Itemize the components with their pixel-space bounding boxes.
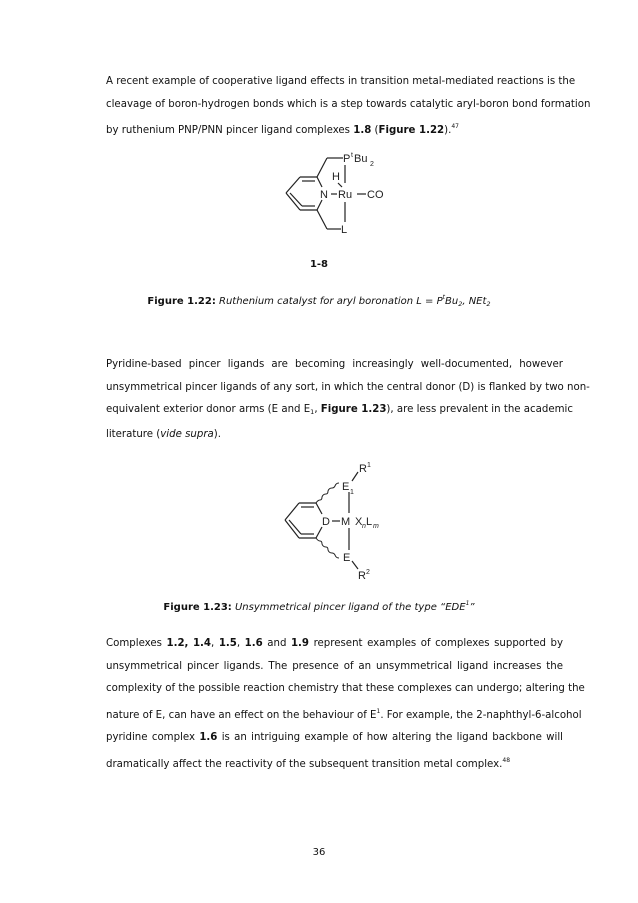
caption-sup: 1 — [465, 600, 470, 607]
e1-subscript: 1 — [350, 489, 354, 496]
ligand-x-label: X — [355, 516, 363, 528]
citation-ref: 48 — [502, 756, 511, 764]
wavy-linker-bottom — [316, 538, 339, 558]
paragraph-3-line-1 — [106, 633, 563, 656]
compound-label: 1-8 — [309, 259, 329, 270]
superscript: 1 — [376, 707, 381, 715]
paragraph-3 — [106, 633, 585, 776]
subscript: 1 — [310, 408, 315, 416]
metal-m-label: M — [341, 516, 351, 528]
figure-ref: Figure 1.22 — [378, 125, 445, 136]
text-run: , — [211, 638, 219, 649]
text-run: represent examples of complexes supported by — [309, 638, 563, 649]
text-run: equivalent exterior donor arms (E and E — [106, 404, 311, 415]
caption-sup: t — [442, 294, 445, 301]
caption-sub: 2 — [486, 300, 491, 308]
text-run: ). — [213, 428, 221, 440]
compound-ref: 1.2, — [166, 638, 189, 649]
page-number: 36 — [312, 847, 326, 858]
paragraph-2-line-3 — [106, 399, 573, 424]
figure-1-23-structure — [278, 428, 388, 588]
text-run: , — [314, 404, 321, 415]
text-run: , — [236, 638, 245, 649]
text-run: nature of E, can have an effect on the behaviour of E — [106, 709, 377, 721]
text-run: is an intriguing example of how altering the ligand backbone will — [217, 732, 564, 743]
compound-ref: 1.6 — [244, 638, 263, 649]
caption-text: Ruthenium catalyst for aryl boronation L = P — [215, 296, 443, 307]
paragraph-3-line-4 — [106, 701, 582, 728]
text-run: . For example, the 2-naphthyl-6-alcohol — [380, 709, 582, 721]
caption-label: Figure 1.23: — [163, 602, 232, 613]
pyridine-ring — [285, 503, 322, 538]
italic-text: vide supra — [160, 428, 214, 440]
text-run: pyridine complex — [106, 732, 200, 743]
caption-text: Unsymmetrical pincer ligand of the type “EDE — [231, 602, 466, 613]
nitrogen-atom-label: N — [320, 189, 328, 201]
paragraph-3-line-5 — [106, 727, 563, 750]
text-run: ), are less prevalent in the academic — [386, 404, 573, 415]
figure-ref: Figure 1.23 — [320, 404, 387, 415]
phosphorus-atom-label: P — [343, 153, 351, 165]
butyl-label: Bu — [354, 153, 368, 165]
paragraph-1-line-1: A recent example of cooperative ligand effects in transition metal-mediated reactions is the — [106, 76, 576, 87]
text-run: literature ( — [106, 428, 161, 440]
ruthenium-atom-label: Ru — [338, 189, 353, 201]
compound-ref: 1.5 — [218, 638, 237, 649]
e-label: E — [343, 552, 351, 564]
n-subscript: n — [362, 523, 366, 530]
caption-text: ” — [469, 602, 475, 613]
figure-1-23-caption — [0, 600, 638, 613]
citation-ref: 47 — [451, 123, 459, 130]
compound-ref: 1.6 — [199, 732, 218, 743]
ligand-l-label: L — [341, 224, 348, 236]
paragraph-3-line-6 — [106, 750, 563, 777]
ligand-l-label: L — [366, 516, 373, 528]
caption-label: Figure 1.22: — [147, 296, 216, 307]
text-run: ). — [444, 125, 452, 136]
caption-text: , NEt — [462, 296, 487, 307]
text-run: Complexes — [106, 638, 167, 649]
r2-label: R — [358, 570, 366, 582]
text-run: dramatically affect the reactivity of the subsequent transition metal complex. — [106, 758, 503, 770]
pyridine-ring — [286, 177, 322, 210]
compound-ref: 1.8 — [353, 125, 372, 136]
compound-label-1-8 — [0, 259, 638, 270]
caption-sub: 2 — [458, 300, 463, 308]
m-subscript: m — [373, 523, 379, 530]
caption-text: Bu — [445, 296, 459, 307]
paragraph-2-line-2: unsymmetrical pincer ligands of any sort, in which the central donor (D) is flanked by two non- — [106, 381, 590, 393]
compound-ref: 1.9 — [290, 638, 310, 649]
paragraph-1 — [106, 71, 591, 143]
e1-label: E — [342, 481, 350, 493]
compound-ref: 1.4 — [192, 638, 212, 649]
carbonyl-label: CO — [367, 189, 384, 201]
hydride-label: H — [332, 171, 340, 183]
paragraph-2-line-1: Pyridine-based pincer ligands are becoming increasingly well-documented, however — [106, 359, 563, 370]
text-run: by ruthenium PNP/PNN pincer ligand complexes — [106, 125, 354, 136]
r1-label: R — [359, 463, 367, 475]
text-run: and — [262, 638, 291, 649]
tert-label: t — [351, 152, 353, 159]
r2-superscript: 2 — [366, 569, 370, 576]
wavy-linker-top — [316, 483, 339, 503]
paragraph-1-line-2: cleavage of boron-hydrogen bonds which is a step towards catalytic aryl-boron bond formation — [106, 98, 591, 110]
donor-d-label: D — [322, 516, 330, 528]
paragraph-1-line-3 — [106, 116, 563, 143]
paragraph-3-line-3: complexity of the possible reaction chemistry that these complexes can undergo; altering the — [106, 683, 585, 694]
text-run: ( — [371, 125, 379, 136]
butyl-count-label: 2 — [370, 161, 374, 168]
r1-superscript: 1 — [367, 462, 371, 469]
figure-1-22-structure — [270, 142, 400, 247]
paragraph-3-line-2: unsymmetrical pincer ligands. The presence of an unsymmetrical ligand increases the — [106, 660, 563, 672]
figure-1-22-caption — [0, 294, 638, 308]
